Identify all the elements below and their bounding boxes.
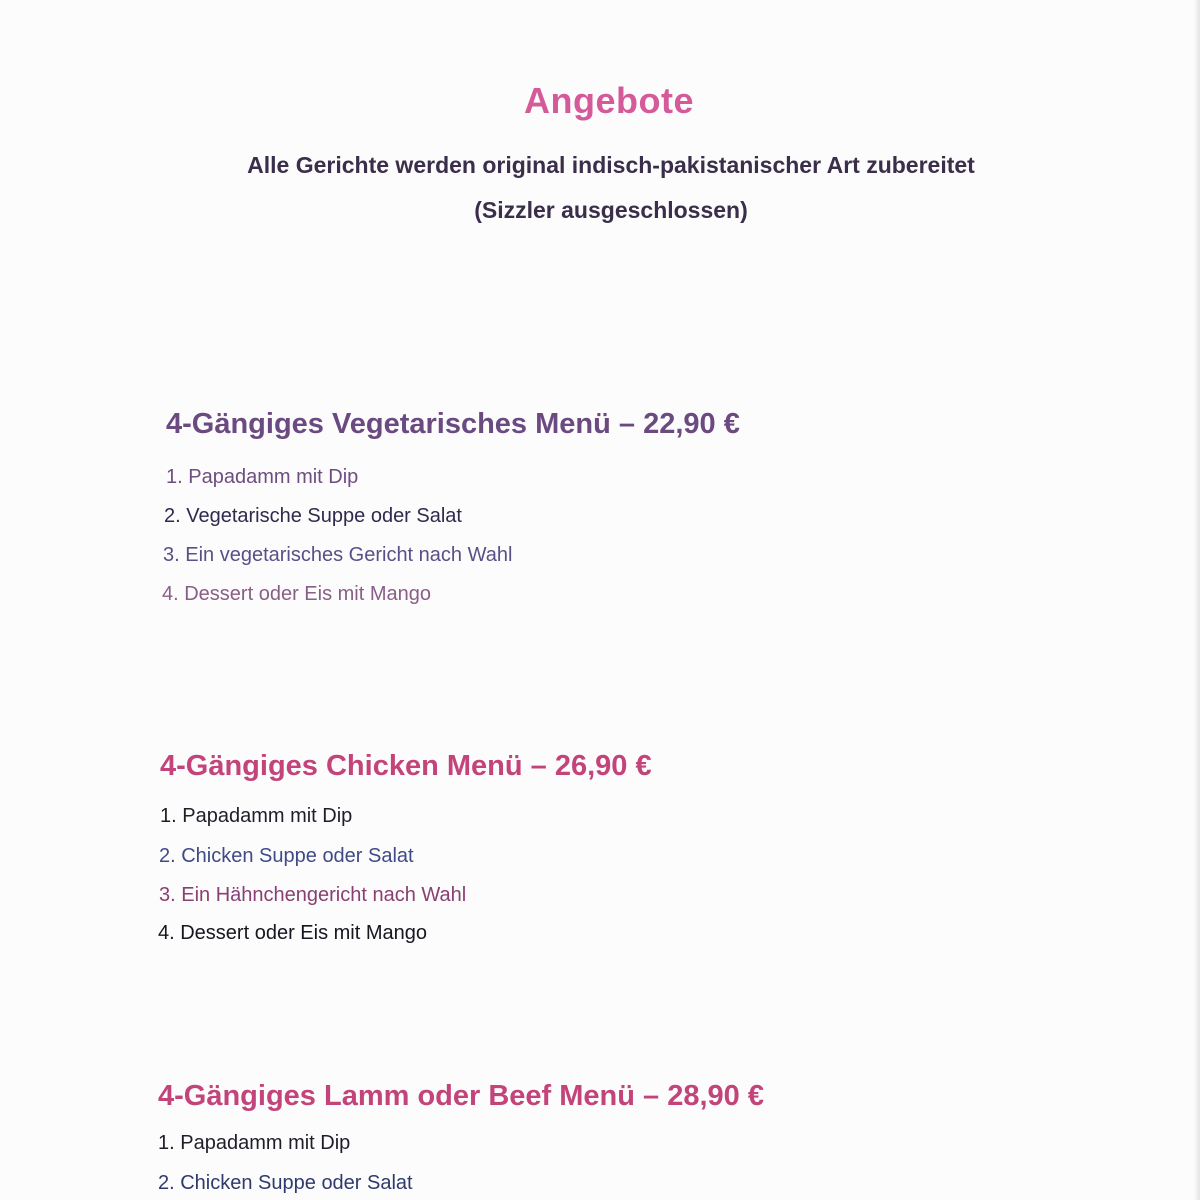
menu-heading-lamb-beef: 4-Gängiges Lamm oder Beef Menü – 28,90 € (158, 1080, 764, 1112)
menu-item: 1. Papadamm mit Dip (166, 466, 359, 488)
menu-heading-vegetarian: 4-Gängiges Vegetarisches Menü – 22,90 € (166, 408, 740, 440)
menu-item: 2. Vegetarische Suppe oder Salat (164, 505, 462, 527)
subtitle-preparation: Alle Gerichte werden original indisch-pakistanischer Art zubereitet (247, 152, 975, 178)
menu-item: 4. Dessert oder Eis mit Mango (162, 583, 431, 605)
menu-item: 1. Papadamm mit Dip (158, 1132, 351, 1154)
menu-item: 2. Chicken Suppe oder Salat (158, 1172, 413, 1194)
menu-item: 3. Ein vegetarisches Gericht nach Wahl (163, 544, 513, 566)
subtitle-exclusion: (Sizzler ausgeschlossen) (474, 197, 748, 223)
menu-item: 1. Papadamm mit Dip (160, 805, 353, 827)
menu-item: 2. Chicken Suppe oder Salat (159, 845, 414, 867)
scan-edge-shadow (1194, 0, 1200, 1200)
menu-heading-chicken: 4-Gängiges Chicken Menü – 26,90 € (160, 750, 652, 782)
menu-item: 4. Dessert oder Eis mit Mango (158, 922, 427, 944)
page-title: Angebote (524, 80, 694, 121)
menu-item: 3. Ein Hähnchengericht nach Wahl (159, 884, 467, 906)
